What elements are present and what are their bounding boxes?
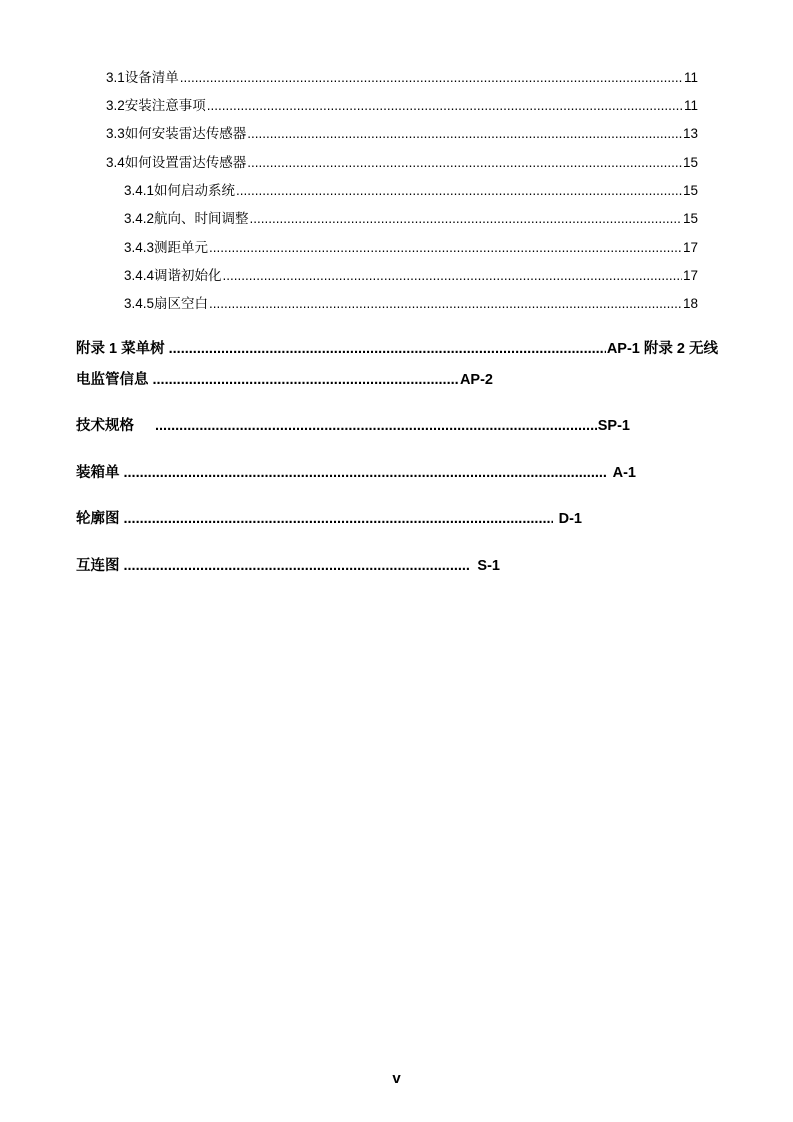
toc-entry-appendix-2[interactable] xyxy=(76,371,493,389)
toc-entry-3-4-1[interactable] xyxy=(124,182,698,200)
toc-entry-3-1[interactable] xyxy=(106,69,698,87)
toc-entry-number: 3.4.5 xyxy=(124,296,155,311)
toc-entry-number: 3.1 xyxy=(106,70,125,85)
toc-entry-page: 11 xyxy=(683,70,698,85)
toc-entry-number: 3.4.3 xyxy=(124,240,155,255)
toc-entry-packing-list[interactable] xyxy=(76,464,636,482)
toc-entry-page: 11 xyxy=(683,98,698,113)
toc-entry-page: 17 xyxy=(682,268,698,283)
toc-entry-title: 设备清单 xyxy=(124,70,179,85)
toc-dot-leader xyxy=(209,295,682,313)
toc-dot-leader xyxy=(247,154,682,172)
toc-entry-title: 互连图 xyxy=(76,558,120,574)
toc-entry-page: 15 xyxy=(682,183,698,198)
toc-entry-page: A-1 xyxy=(612,465,636,481)
toc-dot-leader xyxy=(223,267,682,285)
toc-dot-leader xyxy=(124,557,472,575)
toc-entry-number: 3.3 xyxy=(106,126,125,141)
toc-dot-leader xyxy=(207,97,683,115)
toc-entry-page: AP-2 xyxy=(459,372,493,388)
toc-entry-page: 15 xyxy=(682,211,698,226)
toc-entry-title: 轮廓图 xyxy=(76,511,120,527)
toc-entry-3-4[interactable] xyxy=(106,154,698,172)
toc-entry-3-3[interactable] xyxy=(106,125,698,143)
toc-dot-leader xyxy=(153,371,459,389)
toc-entry-title: 如何启动系统 xyxy=(154,183,236,198)
toc-dot-leader xyxy=(180,69,683,87)
toc-entry-title: 附录 1 菜单树 xyxy=(76,341,165,357)
toc-dot-leader xyxy=(169,340,606,358)
toc-entry-page: D-1 xyxy=(558,511,582,527)
toc-entry-3-2[interactable] xyxy=(106,97,698,115)
toc-entry-title: 如何设置雷达传感器 xyxy=(124,155,247,170)
toc-entry-3-4-4[interactable] xyxy=(124,267,698,285)
toc-entry-title: 航向、时间调整 xyxy=(154,211,249,226)
toc-entry-title: 技术规格 xyxy=(76,418,134,434)
toc-entry-title: 扇区空白 xyxy=(154,296,209,311)
page-number: v xyxy=(392,1070,401,1087)
toc-dot-leader xyxy=(124,464,607,482)
toc-entry-number: 3.4.2 xyxy=(124,211,155,226)
toc-entry-page: 15 xyxy=(682,155,698,170)
toc-entry-page: 13 xyxy=(682,126,698,141)
toc-entry-title: 如何安装雷达传感器 xyxy=(124,126,247,141)
toc-entry-page: 18 xyxy=(682,296,698,311)
toc-entry-number: 3.2 xyxy=(106,98,125,113)
toc-entry-interconnection[interactable] xyxy=(76,557,500,575)
toc-dot-leader xyxy=(124,510,553,528)
toc-dot-leader xyxy=(250,210,682,228)
toc-entry-page: AP-1 xyxy=(606,341,640,357)
toc-entry-number: 3.4.1 xyxy=(124,183,155,198)
toc-entry-title: 调谐初始化 xyxy=(154,268,222,283)
toc-entry-title: 安装注意事项 xyxy=(124,98,206,113)
toc-dot-leader xyxy=(247,125,682,143)
toc-dot-leader xyxy=(155,417,597,435)
toc-entry-page: S-1 xyxy=(477,558,500,574)
toc-entry-page: 17 xyxy=(682,240,698,255)
toc-entry-title: 电监管信息 xyxy=(76,372,149,388)
toc-entry-3-4-2[interactable] xyxy=(124,210,698,228)
toc-entry-title: 测距单元 xyxy=(154,240,209,255)
toc-entry-number: 3.4.4 xyxy=(124,268,155,283)
toc-entry-specifications[interactable] xyxy=(76,417,630,435)
toc-entry-appendix-1[interactable] xyxy=(76,340,718,358)
toc-entry-outline-drawing[interactable] xyxy=(76,510,582,528)
toc-dot-leader xyxy=(236,182,682,200)
toc-entry-number: 3.4 xyxy=(106,155,125,170)
toc-entry-page: SP-1 xyxy=(597,418,630,434)
toc-entry-3-4-5[interactable] xyxy=(124,295,698,313)
toc-entry-title: 装箱单 xyxy=(76,465,120,481)
toc-entry-3-4-3[interactable] xyxy=(124,239,698,257)
toc-dot-leader xyxy=(209,239,682,257)
toc-entry-title-continued: 附录 2 无线 xyxy=(643,341,718,357)
